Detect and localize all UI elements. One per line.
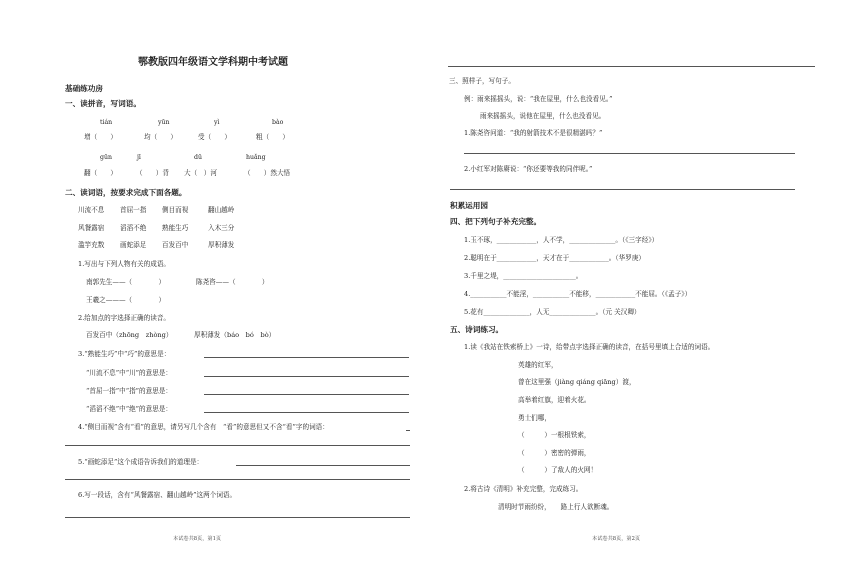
pinyin: gūn	[100, 154, 112, 161]
pinyin: huǎng	[246, 154, 266, 161]
q2-sub1-b[interactable]: 陈尧咨——（ ）	[196, 278, 269, 286]
idiom: 滥竽充数	[78, 241, 105, 249]
q4-sub2[interactable]: 2.聪明在于____________，天才在于____________。（华罗庚）	[464, 254, 646, 262]
idiom: 画蛇添足	[120, 241, 147, 249]
poem-line[interactable]: （ ）一根根铁索，	[518, 431, 591, 439]
idiom: 滔滔不绝	[120, 224, 147, 232]
answer-line[interactable]	[406, 430, 410, 431]
answer-line[interactable]	[204, 376, 409, 377]
answer-line[interactable]	[204, 394, 409, 395]
blank-item[interactable]: 粗（ ）	[256, 133, 289, 141]
idiom: 厚积薄发	[208, 241, 235, 249]
q2-sub3-b: “川流不息”中“川”的意思是：	[86, 369, 173, 377]
q2-sub2-a[interactable]: 百发百中（zhōng zhòng）	[86, 331, 173, 339]
q4-sub3[interactable]: 3.千里之堤，______________________。	[464, 272, 583, 280]
pinyin: yūn	[158, 119, 170, 126]
idiom: 熟能生巧	[162, 224, 189, 232]
q2-sub1: 1.写出与下列人物有关的成语。	[78, 260, 171, 268]
pinyin: yì	[214, 119, 220, 126]
page-right	[430, 0, 860, 581]
pinyin: dū	[194, 154, 202, 161]
q3-sub1: 1.陈尧咨问道：“我的射箭技术不是很精湛吗？”	[464, 129, 603, 137]
blank-item[interactable]: 大（ ）河	[184, 169, 217, 177]
q2-heading: 二、读词语，按要求完成下面各题。	[65, 188, 187, 197]
poem-line: 高举着红旗，迎着火花。	[518, 396, 591, 404]
poem-line: 清明时节雨纷纷， 路上行人欲断魂。	[498, 503, 614, 511]
poem-line: 英雄的红军，	[518, 361, 558, 369]
blank-item[interactable]: （ ）背	[136, 169, 169, 177]
blank-item[interactable]: （ ）然大悟	[244, 169, 291, 177]
poem-line[interactable]: （ ）了敌人的火网！	[518, 466, 598, 474]
answer-line[interactable]	[204, 357, 409, 358]
idiom: 侧目而视	[162, 206, 189, 214]
idiom: 翻山越岭	[208, 206, 235, 214]
q4-sub5[interactable]: 5.花有______________，人无______________。（元 关汉卿）	[464, 308, 641, 316]
q2-sub3-c: “首屈一指”中“指”的意思是：	[86, 387, 173, 395]
blank-item[interactable]: 均（ ）	[144, 133, 177, 141]
answer-line[interactable]	[448, 66, 815, 67]
answer-line[interactable]	[236, 465, 410, 466]
q5-sub1: 1.读《我站在铁索桥上》一诗，给带点字选择正确的读音，在括号里填上合适的词语。	[464, 343, 715, 351]
answer-line[interactable]	[464, 153, 795, 154]
pinyin: jī	[137, 154, 141, 161]
answer-line[interactable]	[65, 517, 410, 518]
q2-sub1-c[interactable]: 王羲之———（ ）	[86, 296, 166, 304]
q3-example: 雨来摇摇头，说他在屋里，什么也没看见。	[480, 112, 606, 120]
answer-line[interactable]	[204, 412, 409, 413]
answer-line[interactable]	[65, 479, 410, 480]
q2-sub2: 2.给加点的字选择正确的读音。	[78, 314, 171, 322]
q2-sub4: 4.“侧目而视”含有“看”的意思，请另写几个含有 “看”的意思但又不含“看”字的词语：	[78, 423, 329, 431]
q5-sub2: 2.将古诗《清明》补充完整，完成练习。	[464, 485, 583, 493]
page-footer: 本试卷共8页，第2页	[592, 536, 641, 542]
q2-sub2-b[interactable]: 厚积薄发（báo bó bò）	[194, 331, 276, 339]
exam-title: 鄂教版四年级语文学科期中考试题	[138, 57, 288, 68]
poem-line: 勇士们哪，	[518, 414, 551, 422]
idiom: 百发百中	[162, 241, 189, 249]
q4-heading: 四、把下列句子补充完整。	[450, 217, 542, 226]
q4-sub1[interactable]: 1.玉不琢，____________，人不学，______________。（《三字经》）	[464, 236, 659, 244]
q2-sub3-d: “滔滔不绝”中“绝”的意思是：	[86, 405, 173, 413]
apply-section-label: 积累运用园	[450, 201, 488, 210]
q4-sub4[interactable]: 4.___________不能淫，___________不能移，____________不能屈。（《孟子》）	[464, 290, 692, 298]
pinyin: tián	[100, 119, 113, 126]
blank-item[interactable]: 翻（ ）	[84, 169, 117, 177]
q2-sub3: 3.“熟能生巧”中“巧”的意思是：	[78, 350, 171, 358]
q3-example: 例：雨来摇摇头，说：“我在屋里，什么也没看见。”	[464, 95, 613, 103]
answer-line[interactable]	[450, 189, 795, 190]
q1-heading: 一、读拼音，写词语。	[65, 99, 141, 108]
answer-line[interactable]	[65, 445, 410, 446]
q5-heading: 五、诗词练习。	[450, 325, 504, 334]
blank-item[interactable]: 受（ ）	[198, 133, 231, 141]
idiom: 首屈一指	[120, 206, 147, 214]
poem-line[interactable]: （ ）密密的弹雨，	[518, 449, 591, 457]
q3-sub2: 2.小红军对陈赓说：“你还要等我的同伴呢。”	[464, 165, 593, 173]
q2-sub5: 5.“画蛇添足”这个成语告诉我们的道理是：	[78, 458, 204, 466]
basic-section-label: 基础练功房	[65, 84, 103, 93]
idiom: 风餐露宿	[78, 224, 105, 232]
page-footer: 本试卷共8页，第1页	[173, 536, 222, 542]
q2-sub6: 6.写一段话，含有“风餐露宿、翻山越岭”这两个词语。	[78, 491, 237, 499]
q2-sub1-a[interactable]: 南郭先生——（ ）	[86, 278, 166, 286]
pinyin: bào	[272, 119, 284, 126]
poem-line[interactable]: 曾在这里强（jiàng qiáng qiāng）渡，	[518, 378, 636, 386]
idiom: 川流不息	[78, 206, 105, 214]
q3-heading: 三、照样子，写句子。	[449, 77, 515, 85]
blank-item[interactable]: 增（ ）	[84, 133, 117, 141]
idiom: 入木三分	[208, 224, 235, 232]
